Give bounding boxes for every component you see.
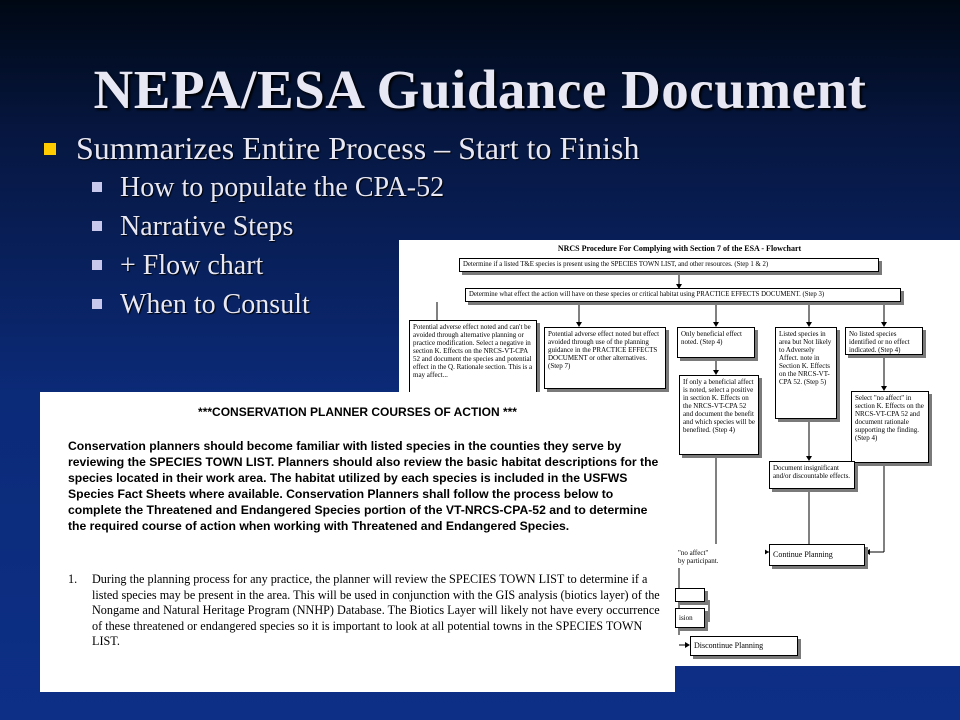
flowchart-title: NRCS Procedure For Complying with Section 7 of the ESA - Flowchart [557, 244, 802, 253]
sub-bullet [92, 289, 310, 321]
flow-box-no-affect: Select "no affect" in section K. Effects on the NRCS-VT-CPA 52 and document rationale supporting the finding. (Step 4) [851, 391, 929, 463]
flow-box-beneficial: Only beneficial effect noted. (Step 4) [677, 327, 755, 358]
flow-box-left-partial [675, 544, 765, 568]
flow-box-no-listed: No listed species identified or no effect indicated. (Step 4) [845, 327, 923, 355]
doc-list-text: During the planning process for any practice, the planner will review the SPECIES TOWN LIST to determine if a listed species may be present in the area. This will be used in conjunction with the GIS analysis (biotics layer) of the Nongame and Natural Heritage Program (NNHP) Database. The Biotics Layer will likely not have every occurrence of these threatened or endangered species so it is important to look at all potential towns in the SPECIES TOWN LIST. [92, 572, 660, 648]
main-bullet-text: Summarizes Entire Process – Start to Finish [76, 130, 640, 166]
bullet-square-icon [92, 182, 102, 192]
bullet-square-icon [92, 260, 102, 270]
flow-box-continue-planning: Continue Planning [769, 544, 865, 566]
bullet-square-icon [92, 221, 102, 231]
sub-bullet [92, 211, 293, 243]
flow-step1-box: Determine if a listed T&E species is present using the SPECIES TOWN LIST, and other resources. (Step 1 & 2) [459, 258, 879, 272]
doc-list-item [68, 572, 668, 650]
flow-box-partial-ision: ision [675, 608, 705, 628]
flow-box-adverse-avoided: Potential adverse effect noted but effect avoided through use of the planning guidance in the PRACTICE EFFECTS DOCUMENT or other alternatives. (Step 7) [544, 327, 666, 389]
flow-box-insignificant: Document insignificant and/or discountable effects. [769, 461, 855, 489]
flow-box-partial-ision-top [675, 588, 705, 602]
sub-bullet-text: Narrative Steps [120, 211, 294, 242]
sub-bullet [92, 172, 444, 204]
bullet-square-icon [92, 299, 102, 309]
main-bullet [44, 130, 640, 167]
flow-box-not-likely: Listed species in area but Not likely to Adversely Affect. note in Section K. Effects on the NRCS-VT-CPA 52. (Step 5) [775, 327, 837, 419]
flow-box-beneficial-select: If only a beneficial affect is noted, select a positive in section K. Effects on the NRCS-VT-CPA 52 and document the benefit and which species will be benefited. (Step 4) [679, 375, 759, 455]
sub-bullet [92, 250, 263, 282]
sub-bullet-text: When to Consult [120, 289, 310, 320]
flow-partial-text-1: "no affect" [678, 549, 709, 557]
slide-title: NEPA/ESA Guidance Document [93, 59, 867, 120]
bullet-square-icon [44, 143, 56, 155]
sub-bullet-text: + Flow chart [120, 250, 264, 281]
doc-heading: ***CONSERVATION PLANNER COURSES OF ACTION *** [198, 405, 517, 419]
doc-list-number: 1. [68, 572, 78, 586]
flow-box-adverse: Potential adverse effect noted and can't be avoided through alternative planning or practice modification. Select a negative in section K. Effects on the NRCS-VT-CPA 52 and document the species and potential effect in the Q. Rationale section. This is a may affect... [409, 320, 537, 400]
flow-step2-box: Determine what effect the action will have on these species or critical habitat using PRACTICE EFFECTS DOCUMENT. (Step 3) [465, 288, 901, 302]
document-excerpt [40, 392, 675, 692]
flow-partial-text-2: by participant. [678, 557, 719, 565]
doc-paragraph: Conservation planners should become familiar with listed species in the counties they serve by reviewing the SPECIES TOWN LIST. Planners should also review the basic habitat descriptions for the species located in their work area. The habitat utilized by each species is included in the USFWS Species Fact Sheets where available. Conservation Planners shall follow the process below to complete the Threatened and Endangered Species portion of the VT-NRCS-CPA-52 and to determine the required course of action when working with Threatened and Endangered Species. [68, 439, 659, 533]
sub-bullet-text: How to populate the CPA-52 [120, 172, 445, 203]
flow-box-discontinue-planning: Discontinue Planning [690, 636, 798, 656]
